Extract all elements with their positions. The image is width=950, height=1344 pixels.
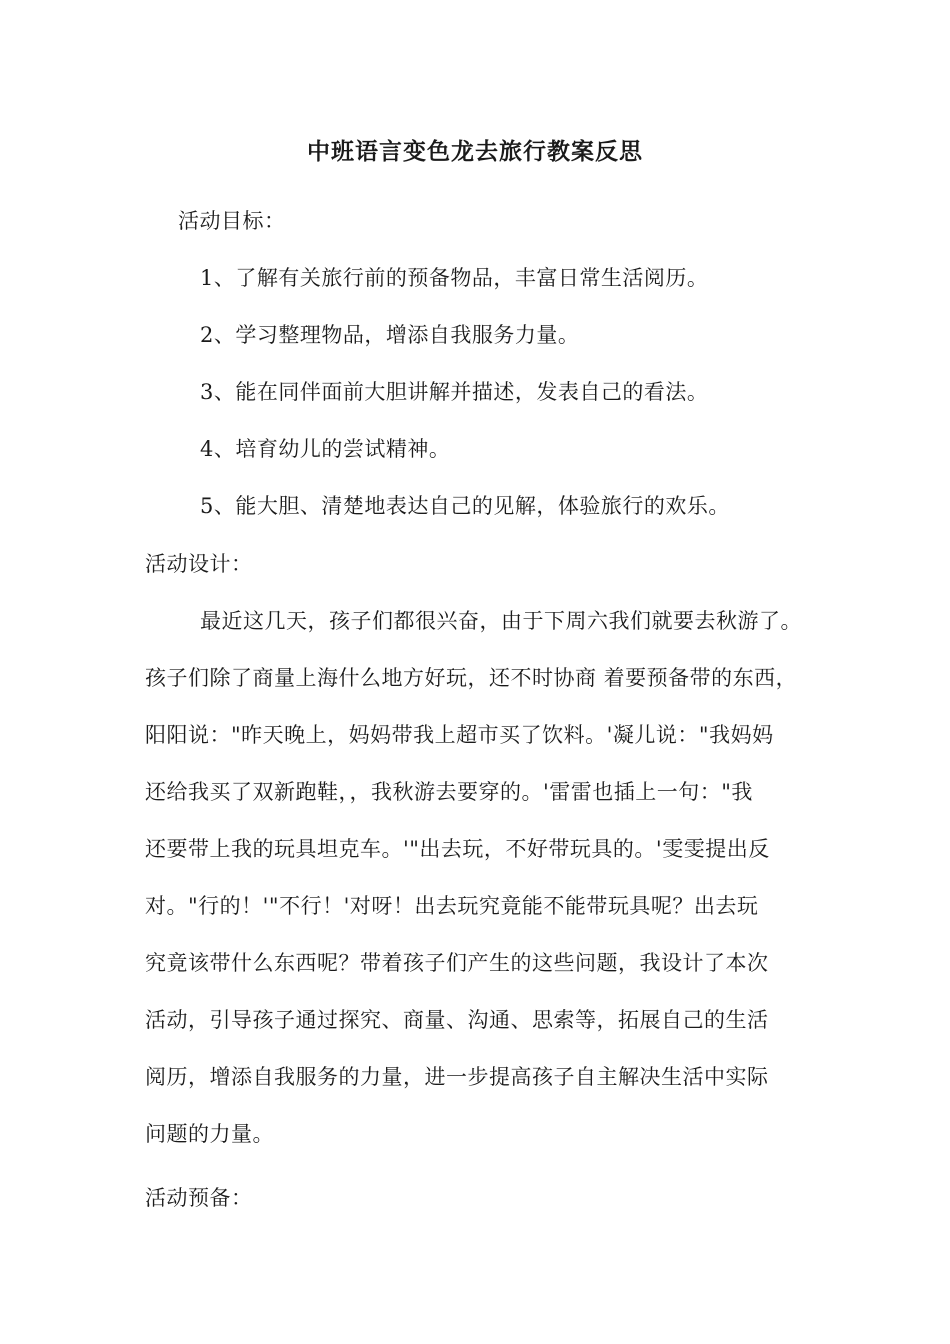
- paragraph-line: 还要带上我的玩具坦克车。'"出去玩，不好带玩具的。'雯雯提出反: [145, 837, 770, 861]
- paragraph-line: 孩子们除了商量上海什么地方好玩，还不时协商 着要预备带的东西，: [145, 666, 798, 690]
- paragraph-line: 活动，引导孩子通过探究、商量、沟通、思索等，拓展自己的生活: [145, 1008, 769, 1032]
- paragraph-line: 对。"行的！'"不行！'对呀！出去玩究竟能不能带玩具呢？出去玩: [145, 894, 759, 918]
- objectives-heading: 活动目标：: [178, 209, 286, 233]
- objective-item: 1、了解有关旅行前的预备物品，丰富日常生活阅历。: [200, 266, 709, 290]
- paragraph-line: 阳阳说："昨天晚上，妈妈带我上超市买了饮料。'凝儿说："我妈妈: [145, 723, 774, 747]
- paragraph-line: 问题的力量。: [145, 1122, 274, 1146]
- objective-item: 4、培育幼儿的尝试精神。: [200, 437, 451, 461]
- preparation-heading: 活动预备：: [145, 1186, 253, 1210]
- paragraph-line: 阅历，增添自我服务的力量，进一步提高孩子自主解决生活中实际: [145, 1065, 769, 1089]
- design-heading: 活动设计：: [145, 552, 253, 576]
- paragraph-line: 最近这几天，孩子们都很兴奋，由于下周六我们就要去秋游了。: [200, 609, 802, 633]
- document-title: 中班语言变色龙去旅行教案反思: [307, 138, 643, 165]
- paragraph-line: 究竟该带什么东西呢？带着孩子们产生的这些问题，我设计了本次: [145, 951, 769, 975]
- design-paragraph: [145, 605, 810, 1175]
- objective-item: 3、能在同伴面前大胆讲解并描述，发表自己的看法。: [200, 380, 709, 404]
- paragraph-line: 还给我买了双新跑鞋，，我秋游去要穿的。'雷雷也插上一句："我: [145, 780, 753, 804]
- objective-item: 2、学习整理物品，增添自我服务力量。: [200, 323, 580, 347]
- objective-item: 5、能大胆、清楚地表达自己的见解，体验旅行的欢乐。: [200, 494, 730, 518]
